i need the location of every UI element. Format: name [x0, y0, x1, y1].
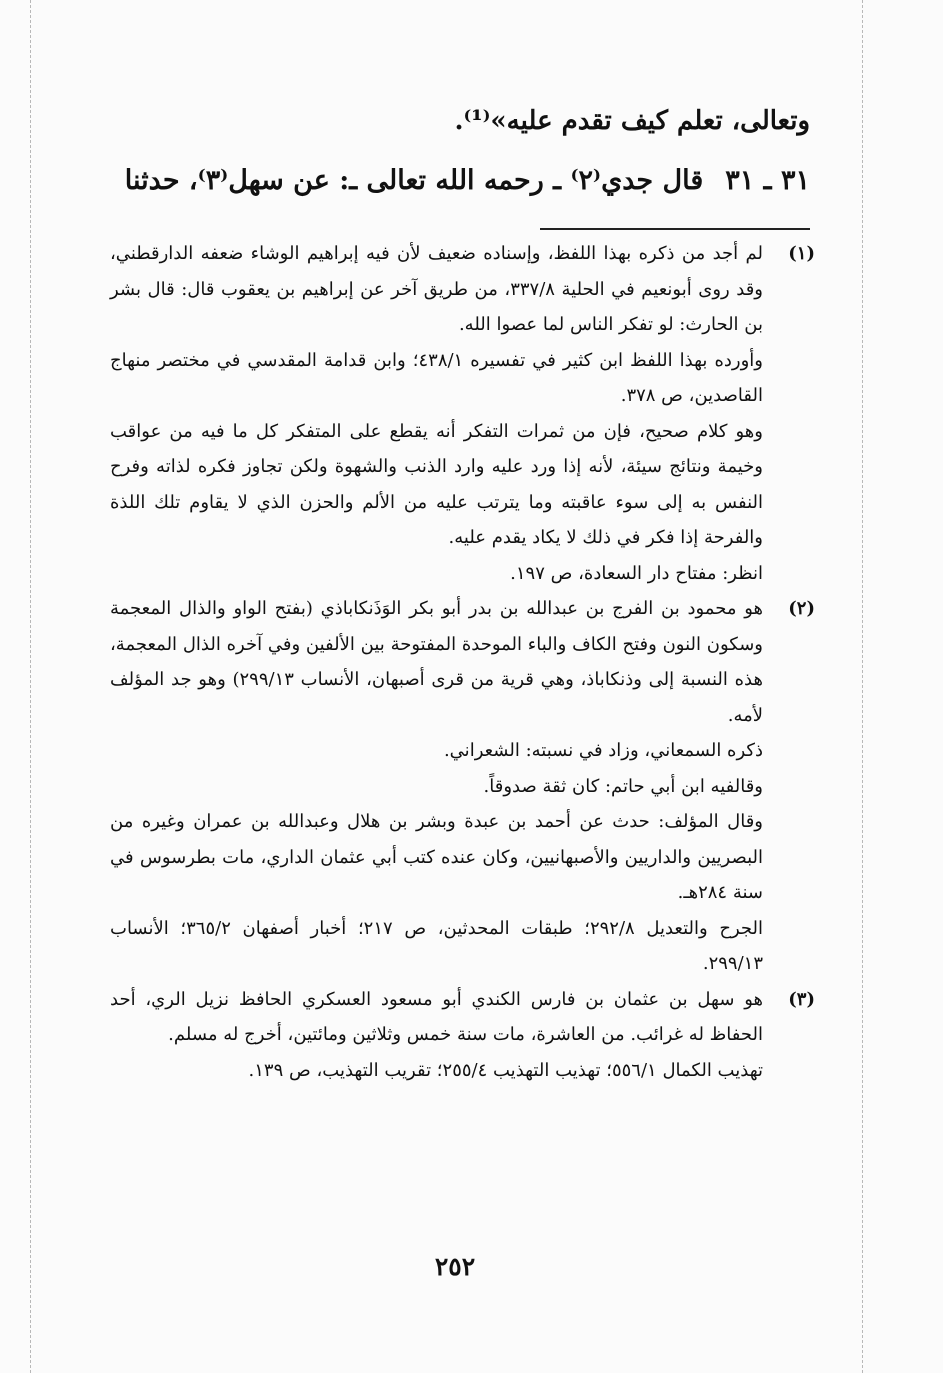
footnotes	[110, 236, 815, 1088]
footnote-paragraph: لم أجد من ذكره بهذا اللفظ، وإسناده ضعيف لأن فيه إبراهيم الوشاء ضعفه الدارقطني، وقد روى أبونعيم في الحلية ٣٣٧/٨، من طريق آخر عن إبراهيم بن يعقوب قال: قال بشر بن الحارث: لو تفكر الناس لما عصوا الله.	[110, 243, 763, 335]
page-number: ٢٥٢	[434, 1252, 476, 1281]
footnote-paragraph: هو محمود بن الفرج بن عبدالله بن بدر أبو بكر الوَذَنكاباذي (بفتح الواو والذال المعجمة وسكون النون وفتح الكاف والباء الموحدة المفتوحة بين الألفين وفي آخره الذال المعجمة، هذه النسبة إلى وذنكاباذ، وهي قرية من قرى أصبهان، الأنساب ٢٩٩/١٣) وهو جد المؤلف لأمه.	[110, 598, 763, 726]
footnote-paragraph: الجرح والتعديل ٢٩٢/٨؛ طبقات المحدثين، ص ٢١٧؛ أخبار أصفهان ٣٦٥/٢؛ الأنساب ٢٩٩/١٣.	[110, 917, 764, 974]
footnote-3	[110, 982, 815, 1089]
main-text-line-2	[110, 158, 810, 204]
scan-margin-line	[30, 0, 31, 1373]
footnote-paragraph: انظر: مفتاح دار السعادة، ص ١٩٧.	[510, 562, 763, 584]
hadith-number: ٣١ ـ ٣١	[725, 165, 810, 196]
footnote-paragraph: وقال المؤلف: حدث عن أحمد بن عبدة وبشر بن هلال وعبدالله بن عمران وغيره من البصريين والداريين والأصبهانيين، وكان عنده كتب أبي عثمان الداري، مات بطرسوس في سنة ٢٨٤هـ.	[110, 811, 763, 903]
footnote-paragraph: وقالفيه ابن أبي حاتم: كان ثقة صدوقاً.	[483, 775, 763, 797]
footnote-paragraph: وهو كلام صحيح، فإن من ثمرات التفكر أنه يقطع على المتفكر كل ما فيه من عواقب وخيمة ونتائج سيئة، لأنه إذا ورد عليه وارد الذنب والشهوة ولكن تجاوز فكره لذاته وفرح النفس به إلى سوء عاقبته وما يترتب عليه من الألم والحزن الذي لا يقاوم تلك اللذة والفرحة إذا فكر في ذلك لا يكاد يقدم عليه.	[110, 420, 763, 548]
main-text-line-1: وتعالى، تعلم كيف تقدم عليه»⁽¹⁾.	[454, 106, 810, 136]
footnote-2	[110, 591, 815, 982]
footnote-mark: (٢)	[788, 598, 815, 619]
footnote-separator	[540, 228, 810, 230]
footnote-paragraph: وأورده بهذا اللفظ ابن كثير في تفسيره ٤٣٨/١؛ وابن قدامة المقدسي في مختصر منهاج القاصدين، ص ٣٧٨.	[110, 349, 763, 406]
footnote-mark: (١)	[788, 243, 815, 264]
footnote-mark: (٣)	[788, 988, 815, 1010]
footnote-paragraph: تهذيب الكمال ٥٥٦/١؛ تهذيب التهذيب ٢٥٥/٤؛ تقريب التهذيب، ص ١٣٩.	[248, 1059, 763, 1081]
hadith-opening: قال جدي⁽٢⁾ ـ رحمه الله تعالى ـ: عن سهل⁽٣⁾، حدثنا	[124, 165, 704, 196]
footnote-1	[110, 236, 815, 591]
footnote-paragraph: ذكره السمعاني، وزاد في نسبته: الشعراني.	[443, 740, 763, 761]
footnote-paragraph: هو سهل بن عثمان بن فارس الكندي أبو مسعود العسكري الحافظ نزيل الري، أحد الحفاظ له غرائب. من العاشرة، مات سنة خمس وثلاثين ومائتين، أخرج له مسلم.	[110, 988, 763, 1045]
scan-margin-line	[862, 0, 863, 1373]
